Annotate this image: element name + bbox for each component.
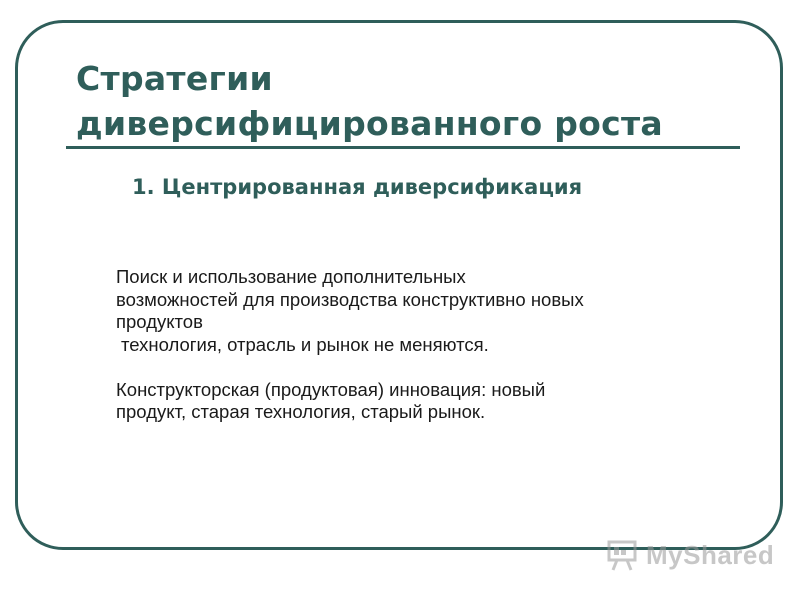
body-line: Поиск и использование дополнительных <box>116 266 466 287</box>
body-line: продуктов <box>116 311 203 332</box>
title-line-1: Стратегии <box>76 59 273 98</box>
presentation-board-icon <box>606 538 640 572</box>
slide-title <box>76 56 736 146</box>
slide-subtitle: 1. Центрированная диверсификация <box>132 175 583 199</box>
body-line: Конструкторская (продуктовая) инновация: новый <box>116 378 546 400</box>
slide-body <box>116 266 716 424</box>
watermark <box>606 538 774 572</box>
body-line: технология, отрасль и рынок не меняются. <box>121 333 489 355</box>
body-line: продукт, старая технология, старый рынок. <box>116 401 486 422</box>
body-line: возможностей для производства конструктивно новых <box>116 288 584 310</box>
title-underline <box>66 146 740 149</box>
title-line-2: диверсифицированного роста <box>76 104 663 143</box>
watermark-text: MyShared <box>646 539 775 570</box>
paragraph-gap <box>116 356 716 379</box>
